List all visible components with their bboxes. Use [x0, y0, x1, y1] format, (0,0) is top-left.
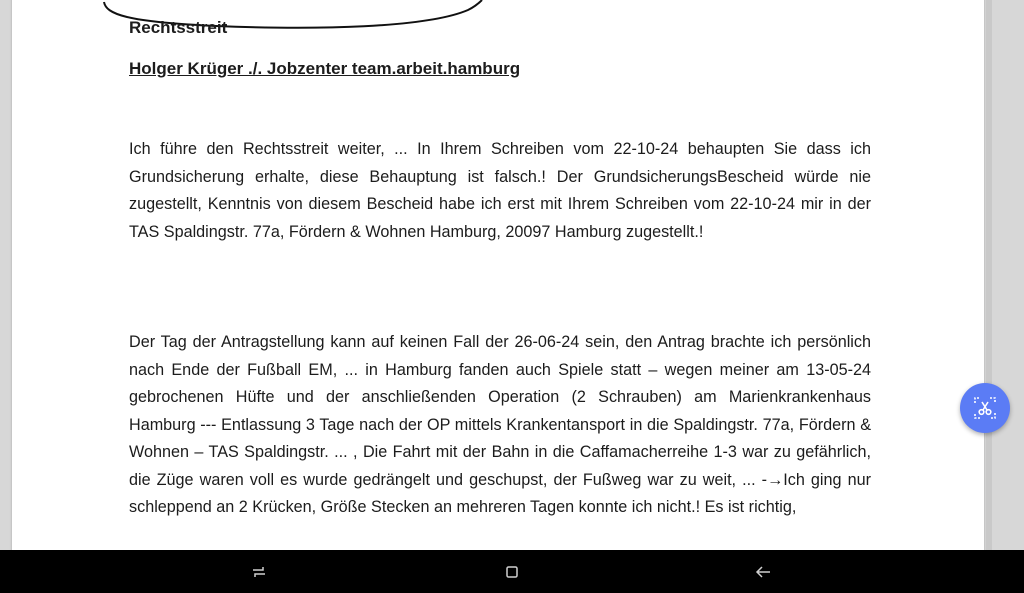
- navigation-bar: [0, 550, 1024, 593]
- document-heading: Rechtsstreit: [129, 18, 228, 37]
- document-subheading: Holger Krüger ./. Jobzenter team.arbeit.hamburg: [129, 59, 521, 78]
- document-paragraph: Der Tag der Antragstellung kann auf keinen Fall der 26-06-24 sein, den Antrag brachte ich persönlich nach Ende der Fußball EM, ... in Hamburg fanden auch Spiele statt – wegen meiner am 13-05-24 gebrochenen Hüfte und der anschließenden Operation (2 Schrauben) am Marienkrankenhaus Hamburg --- Entlassung 3 Tage nach der OP mittels Krankentansport in die Spaldingstr. 77a, Fördern & Wohnen – TAS Spaldingstr. ... , Die Fahrt mit der Bahn in die Caffamacherreihe 1-3 war zu gefährlich, die Züge waren voll es wurde gedrängelt und geschupst, der Fußweg war zu weit, ... -→Ich ging nur schleppend an 2 Krücken, Größe Stecken an mehreren Tagen konnte ich nicht.! Es ist richtig,: [129, 333, 871, 516]
- back-button[interactable]: [749, 558, 777, 586]
- home-button[interactable]: [498, 558, 526, 586]
- screenshot-crop-icon: [972, 395, 998, 421]
- recent-apps-icon: [251, 564, 267, 580]
- recent-apps-button[interactable]: [245, 558, 273, 586]
- screenshot-crop-button[interactable]: [960, 383, 1010, 433]
- document-paragraph: Ich führe den Rechtsstreit weiter, ... In Ihrem Schreiben vom 22-10-24 behaupten Sie dass ich Grundsicherung erhalte, diese Behauptung ist falsch.! Der GrundsicherungsBescheid würde nie zugestellt, Kenntnis von diesem Bescheid habe ich erst mit Ihrem Schreiben vom 22-10-24 mir in der TAS Spaldingstr. 77a, Fördern & Wohnen Hamburg, 20097 Hamburg zugestellt.!: [129, 140, 871, 241]
- page-edge: [986, 0, 992, 550]
- home-icon: [504, 564, 520, 580]
- back-icon: [754, 564, 772, 580]
